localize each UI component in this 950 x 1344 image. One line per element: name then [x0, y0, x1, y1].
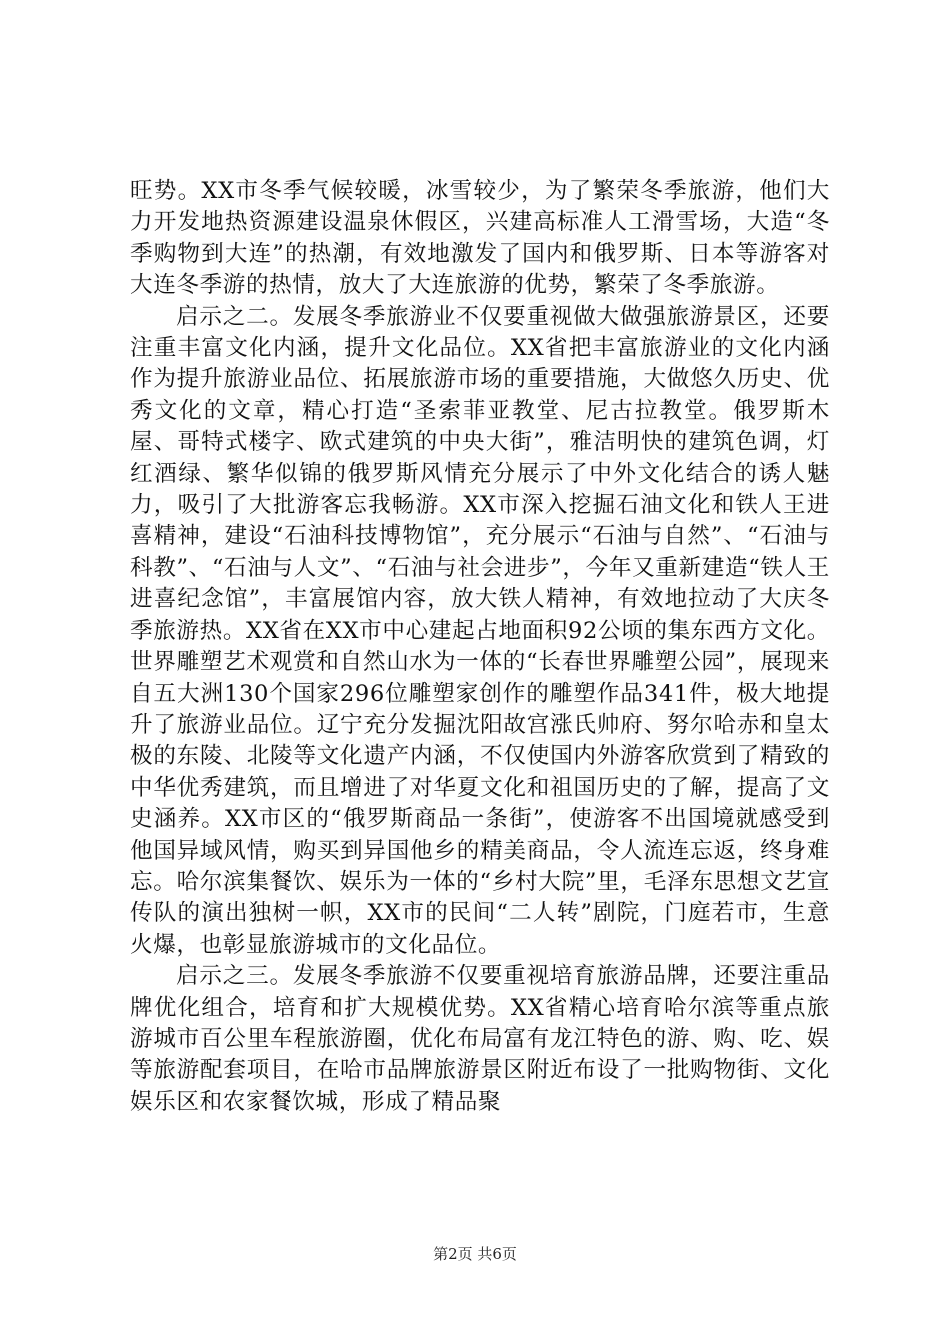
paragraph-insight-two: 启示之二。发展冬季旅游业不仅要重视做大做强旅游景区，还要注重丰富文化内涵，提升文化品位。XX省把丰富旅游业的文化内涵作为提升旅游业品位、拓展旅游市场的重要措施，大做悠久历史、优秀文化的文章，精心打造“圣索菲亚教堂、尼古拉教堂。俄罗斯木屋、哥特式楼字、欧式建筑的中央大街”，雅洁明快的建筑色调，灯红酒绿、繁华似锦的俄罗斯风情充分展示了中外文化结合的诱人魅力，吸引了大批游客忘我畅游。XX市深入挖掘石油文化和铁人王进喜精神，建设“石油科技博物馆”，充分展示“石油与自然”、“石油与科教”、“石油与人文”、“石油与社会进步”，今年又重新建造“铁人王进喜纪念馆”，丰富展馆内容，放大铁人精神，有效地拉动了大庆冬季旅游热。XX省在XX市中心建起占地面积92公顷的集东西方文化。世界雕塑艺术观赏和自然山水为一体的“长春世界雕塑公园”，展现来自五大洲130个国家296位雕塑家创作的雕塑作品341件，极大地提升了旅游业品位。辽宁充分发掘沈阳故宫涨氏帅府、努尔哈赤和皇太极的东陵、北陵等文化遗产内涵，不仅使国内外游客欣赏到了精致的中华优秀建筑，而且增进了对华夏文化和祖国历史的了解，提高了文史涵养。XX市区的“俄罗斯商品一条街”，使游客不出国境就感受到他国异域风情，购买到异国他乡的精美商品，令人流连忘返，终身难忘。哈尔滨集餐饮、娱乐为一体的“乡村大院”里，毛泽东思想文艺宣传队的演出独树一帜，XX市的民间“二人转”剧院，门庭若市，生意火爆，也彰显旅游城市的文化品位。	[130, 303, 830, 958]
paragraph-insight-three: 启示之三。发展冬季旅游不仅要重视培育旅游品牌，还要注重品牌优化组合，培育和扩大规模优势。XX省精心培育哈尔滨等重点旅游城市百公里车程旅游圈，优化布局富有龙江特色的游、购、吃、娱等旅游配套项目，在哈市品牌旅游景区附近布设了一批购物街、文化娱乐区和农家餐饮城，形成了精品聚	[130, 963, 830, 1115]
paragraph-continuation: 旺势。XX市冬季气候较暖，冰雪较少，为了繁荣冬季旅游，他们大力开发地热资源建设温泉休假区，兴建高标准人工滑雪场，大造“冬季购物到大连”的热潮，有效地激发了国内和俄罗斯、日本等游客对大连冬季游的热情，放大了大连旅游的优势，繁荣了冬季旅游。	[130, 178, 830, 299]
document-body	[130, 176, 830, 1118]
page-number-footer: 第2页 共6页	[433, 1245, 517, 1263]
